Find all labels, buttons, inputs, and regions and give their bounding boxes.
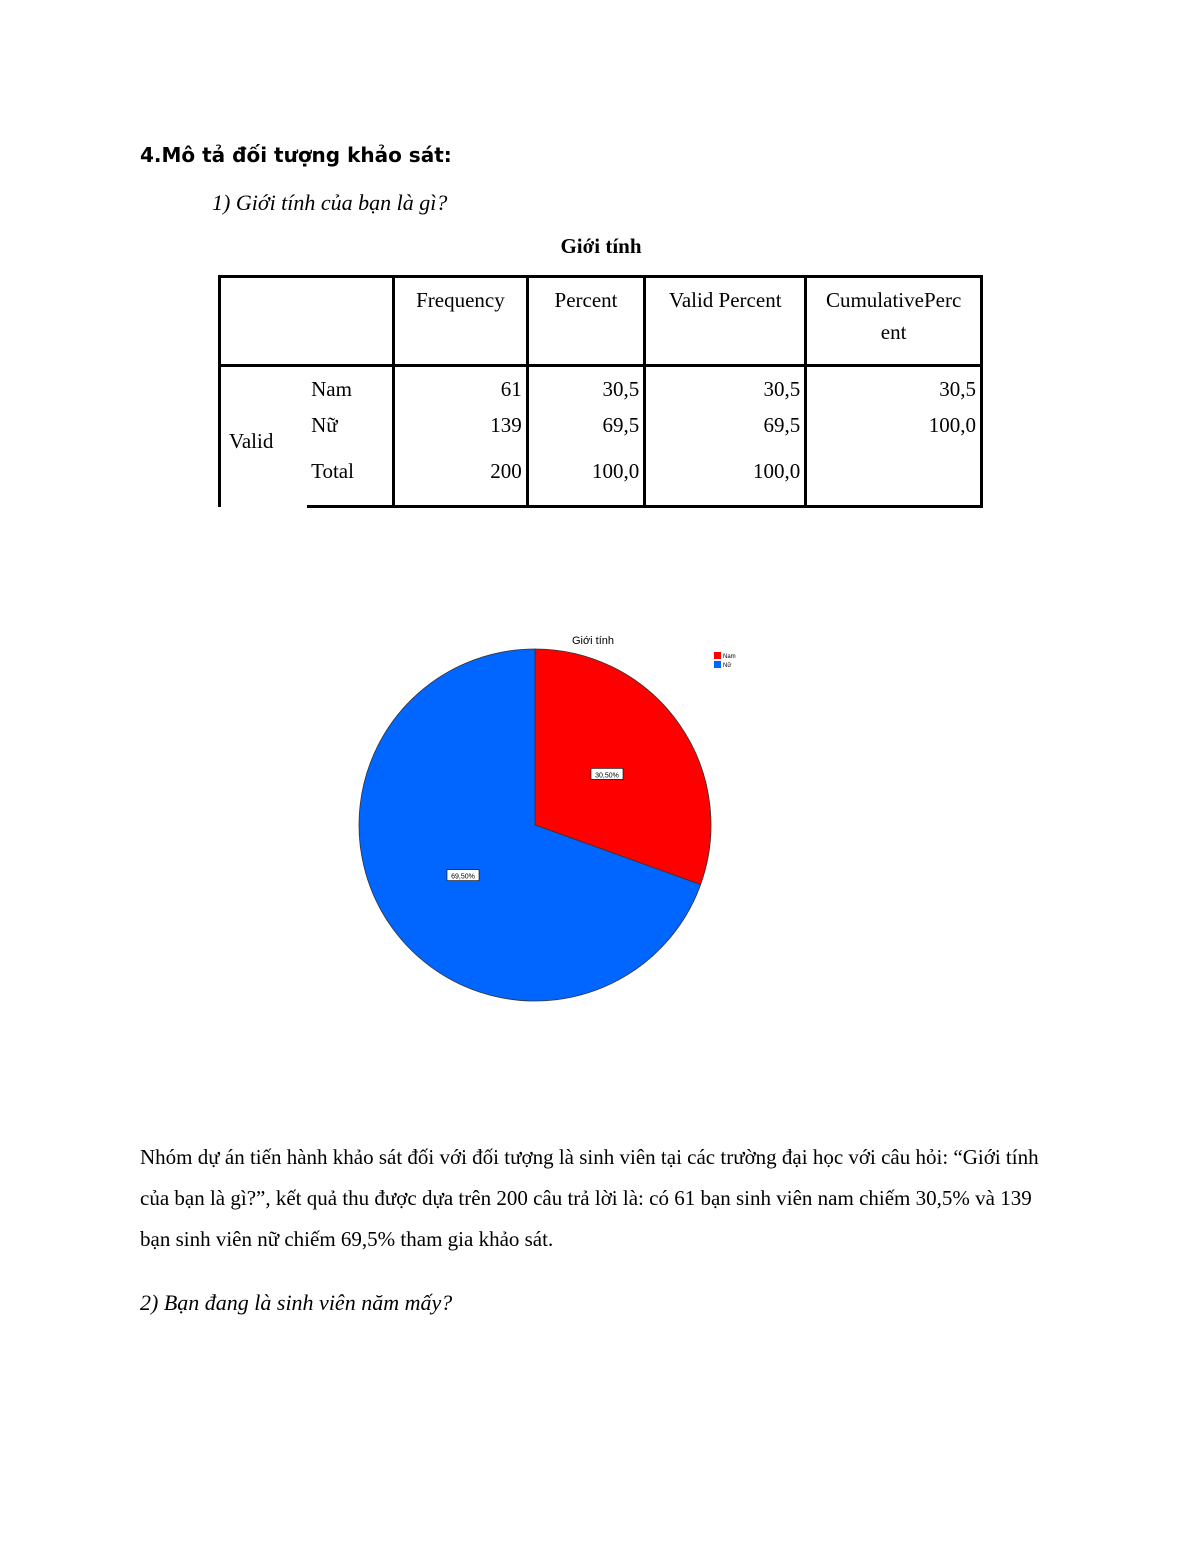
question-1: 1) Giới tính của bạn là gì? xyxy=(212,190,448,215)
cell-frequency: 139 xyxy=(394,413,528,459)
table-row xyxy=(220,413,982,459)
cell-frequency: 200 xyxy=(394,459,528,507)
frequency-table xyxy=(218,275,983,508)
cell-valid-percent: 69,5 xyxy=(645,413,806,459)
legend-label: Nam xyxy=(723,654,736,660)
pie-chart xyxy=(350,620,770,1020)
cell-percent: 30,5 xyxy=(527,366,645,414)
table-header-row xyxy=(220,277,982,366)
header-blank-cell xyxy=(220,277,394,366)
data-label: 30,50% xyxy=(595,772,619,780)
cell-cumulative: 30,5 xyxy=(806,366,982,414)
legend-swatch xyxy=(714,661,721,668)
cell-percent: 69,5 xyxy=(527,413,645,459)
table-row xyxy=(220,366,982,414)
table-row xyxy=(220,459,982,507)
cell-percent: 100,0 xyxy=(527,459,645,507)
cell-valid-percent: 100,0 xyxy=(645,459,806,507)
chart-title: Giới tính xyxy=(571,635,615,647)
row-label: Total xyxy=(307,459,394,507)
table-title: Giới tính xyxy=(560,234,642,258)
header-percent: Percent xyxy=(527,277,645,366)
cell-valid-percent: 30,5 xyxy=(645,366,806,414)
cell-cumulative: 100,0 xyxy=(806,413,982,459)
row-label: Nữ xyxy=(307,413,394,459)
row-label: Nam xyxy=(307,366,394,414)
cell-frequency: 61 xyxy=(394,366,528,414)
header-frequency: Frequency xyxy=(394,277,528,366)
chart-legend xyxy=(714,652,736,669)
question-2: 2) Bạn đang là sinh viên năm mấy? xyxy=(140,1290,453,1315)
group-label-valid: Valid xyxy=(220,366,308,507)
section-heading: 4.Mô tả đối tượng khảo sát: xyxy=(140,143,452,167)
cell-cumulative xyxy=(806,459,982,507)
header-valid-percent: Valid Percent xyxy=(645,277,806,366)
data-label: 69,50% xyxy=(451,873,475,881)
body-paragraph: Nhóm dự án tiến hành khảo sát đối với đối tượng là sinh viên tại các trường đại học với câu hỏi: “Giới tính của bạn là gì?”, kết quả thu được dựa trên 200 câu trả lời là: có 61 bạn sinh viên nam chiếm 30,5% và 139 bạn sinh viên nữ chiếm 69,5% tham gia khảo sát. xyxy=(140,1145,1039,1251)
header-cumulative-percent: CumulativePerc ent xyxy=(806,277,982,366)
legend-swatch xyxy=(714,652,721,659)
pie-slices xyxy=(359,649,711,1001)
legend-label: Nữ xyxy=(723,663,732,669)
